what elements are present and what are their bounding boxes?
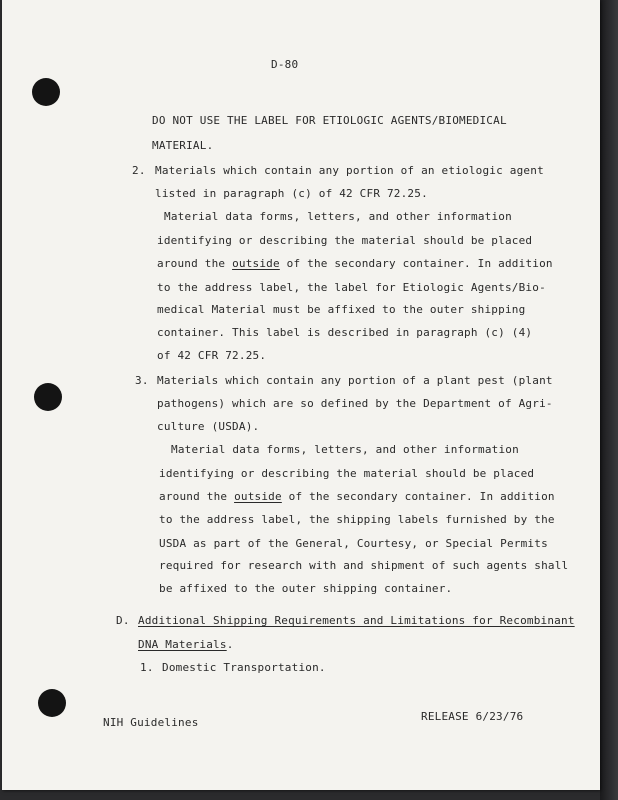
- text-line: DO NOT USE THE LABEL FOR ETIOLOGIC AGENTS/BIOMEDICAL: [152, 114, 507, 127]
- text-line: USDA as part of the General, Courtesy, or Special Permits: [159, 537, 548, 550]
- section-heading-cont: [138, 638, 234, 651]
- text-span: .: [226, 638, 234, 651]
- footer-right: RELEASE 6/23/76: [421, 710, 524, 723]
- subsection-title: Domestic Transportation.: [162, 661, 326, 674]
- text-line: Materials which contain any portion of a plant pest (plant: [157, 374, 553, 387]
- text-line: medical Material must be affixed to the outer shipping: [157, 303, 526, 316]
- text-line: [159, 490, 555, 503]
- text-line: Material data forms, letters, and other information: [164, 210, 512, 223]
- footer-left: NIH Guidelines: [103, 716, 199, 729]
- text-line: MATERIAL.: [152, 139, 214, 152]
- text-line: container. This label is described in paragraph (c) (4): [157, 326, 533, 339]
- text-span: around the: [157, 257, 233, 270]
- text-line: required for research with and shipment of such agents shall: [159, 559, 569, 572]
- text-span: of the secondary container. In addition: [281, 490, 555, 503]
- text-line: be affixed to the outer shipping container.: [159, 582, 453, 595]
- text-span: of the secondary container. In addition: [279, 257, 553, 270]
- text-line: identifying or describing the material should be placed: [159, 467, 535, 480]
- document-page: [2, 0, 600, 790]
- text-span: around the: [159, 490, 235, 503]
- item-number: 1.: [140, 661, 154, 674]
- section-heading-underlined: DNA Materials: [138, 638, 227, 651]
- underlined-word: outside: [234, 490, 282, 503]
- punch-hole-middle: [34, 383, 62, 411]
- section-heading: Additional Shipping Requirements and Limitations for Recombinant: [138, 614, 575, 627]
- text-line: to the address label, the shipping labels furnished by the: [159, 513, 555, 526]
- punch-hole-top: [32, 78, 60, 106]
- text-line: pathogens) which are so defined by the Department of Agri-: [157, 397, 553, 410]
- text-line: Material data forms, letters, and other information: [171, 443, 519, 456]
- text-line: of 42 CFR 72.25.: [157, 349, 267, 362]
- section-letter: D.: [116, 614, 130, 627]
- page-number: D-80: [271, 58, 299, 71]
- binder-edge: [600, 0, 618, 800]
- text-line: to the address label, the label for Etiologic Agents/Bio-: [157, 281, 546, 294]
- punch-hole-bottom: [38, 689, 66, 717]
- item-number: 3.: [135, 374, 149, 387]
- underlined-word: outside: [232, 257, 280, 270]
- text-line: Materials which contain any portion of an etiologic agent: [155, 164, 544, 177]
- text-line: culture (USDA).: [157, 420, 260, 433]
- text-line: [157, 257, 553, 270]
- text-line: identifying or describing the material should be placed: [157, 234, 533, 247]
- item-number: 2.: [132, 164, 146, 177]
- text-line: listed in paragraph (c) of 42 CFR 72.25.: [155, 187, 428, 200]
